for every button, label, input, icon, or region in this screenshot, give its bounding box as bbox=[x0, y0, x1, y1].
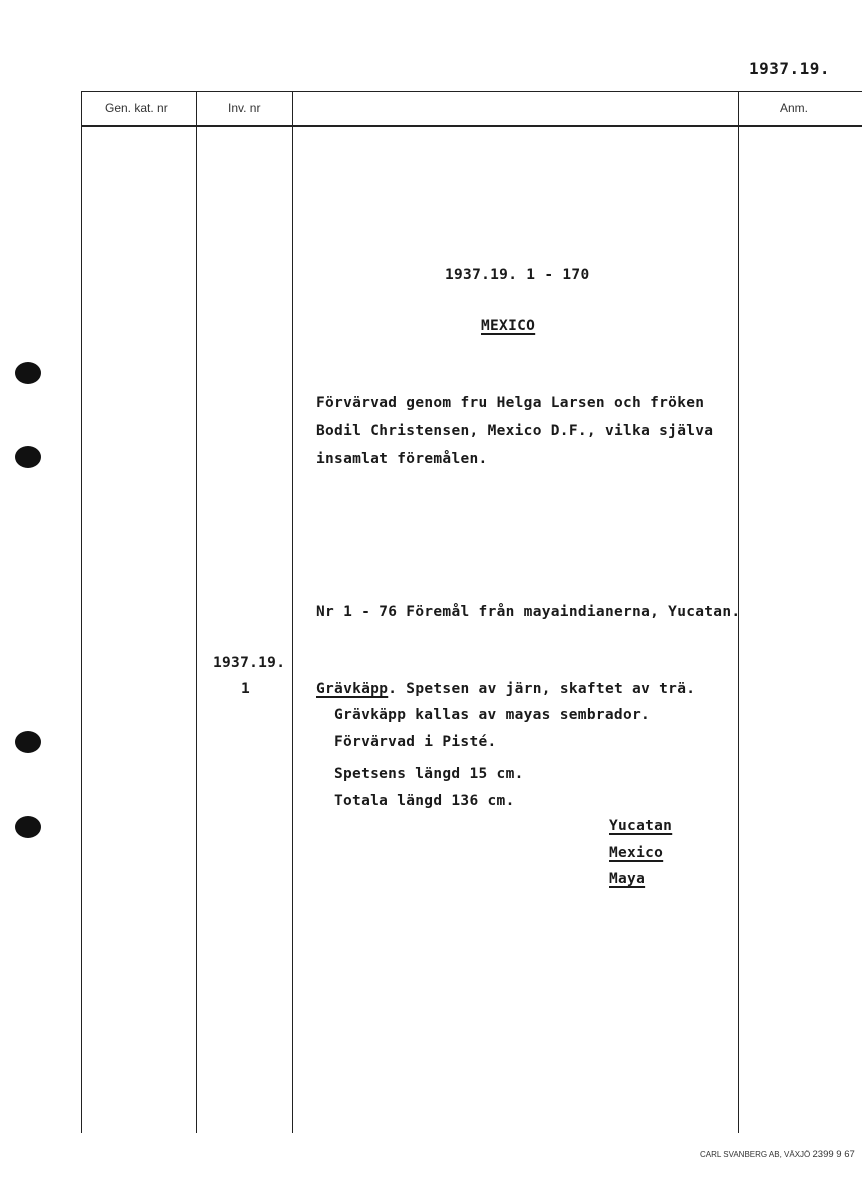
column-divider-gen-inv bbox=[196, 91, 197, 1133]
entry-title-line bbox=[316, 681, 695, 697]
entry-line-3: Förvärvad i Pisté. bbox=[334, 734, 497, 750]
column-header-anm: Anm. bbox=[780, 101, 809, 115]
punch-hole bbox=[15, 362, 41, 384]
header-top-rule bbox=[82, 91, 862, 92]
acquisition-line-1: Förvärvad genom fru Helga Larsen och fröken bbox=[316, 395, 705, 411]
column-divider-inv-main bbox=[292, 91, 293, 1133]
inventory-number-prefix: 1937.19. bbox=[213, 655, 286, 671]
group-note: Nr 1 - 76 Föremål från mayaindianerna, Yucatan. bbox=[316, 604, 741, 620]
entry-line-2: Grävkäpp kallas av mayas sembrador. bbox=[334, 707, 651, 723]
entry-title: Grävkäpp bbox=[316, 681, 389, 697]
country-heading: MEXICO bbox=[481, 318, 536, 334]
punch-hole bbox=[15, 446, 41, 468]
left-border bbox=[81, 91, 82, 1133]
column-header-inv-nr: Inv. nr bbox=[228, 101, 261, 115]
printer-company: CARL SVANBERG AB, VÄXJÖ bbox=[700, 1150, 811, 1159]
entry-line-4: Spetsens längd 15 cm. bbox=[334, 766, 524, 782]
tag-region: Yucatan bbox=[609, 818, 673, 834]
punch-hole bbox=[15, 731, 41, 753]
catalog-range-heading: 1937.19. 1 - 170 bbox=[445, 267, 590, 283]
entry-line-5: Totala längd 136 cm. bbox=[334, 793, 515, 809]
entry-title-description: . Spetsen av järn, skaftet av trä. bbox=[388, 681, 696, 697]
inventory-number: 1 bbox=[241, 681, 251, 697]
acquisition-line-3: insamlat föremålen. bbox=[316, 451, 488, 467]
header-bottom-rule bbox=[82, 125, 862, 127]
printer-imprint bbox=[700, 1149, 855, 1160]
column-header-gen-kat-nr: Gen. kat. nr bbox=[105, 101, 168, 115]
acquisition-line-2: Bodil Christensen, Mexico D.F., vilka själva bbox=[316, 423, 714, 439]
tag-country: Mexico bbox=[609, 845, 664, 861]
tag-culture: Maya bbox=[609, 871, 646, 887]
printer-code: 2399 9 67 bbox=[812, 1149, 855, 1160]
punch-hole bbox=[15, 816, 41, 838]
page-number: 1937.19. bbox=[749, 59, 831, 78]
